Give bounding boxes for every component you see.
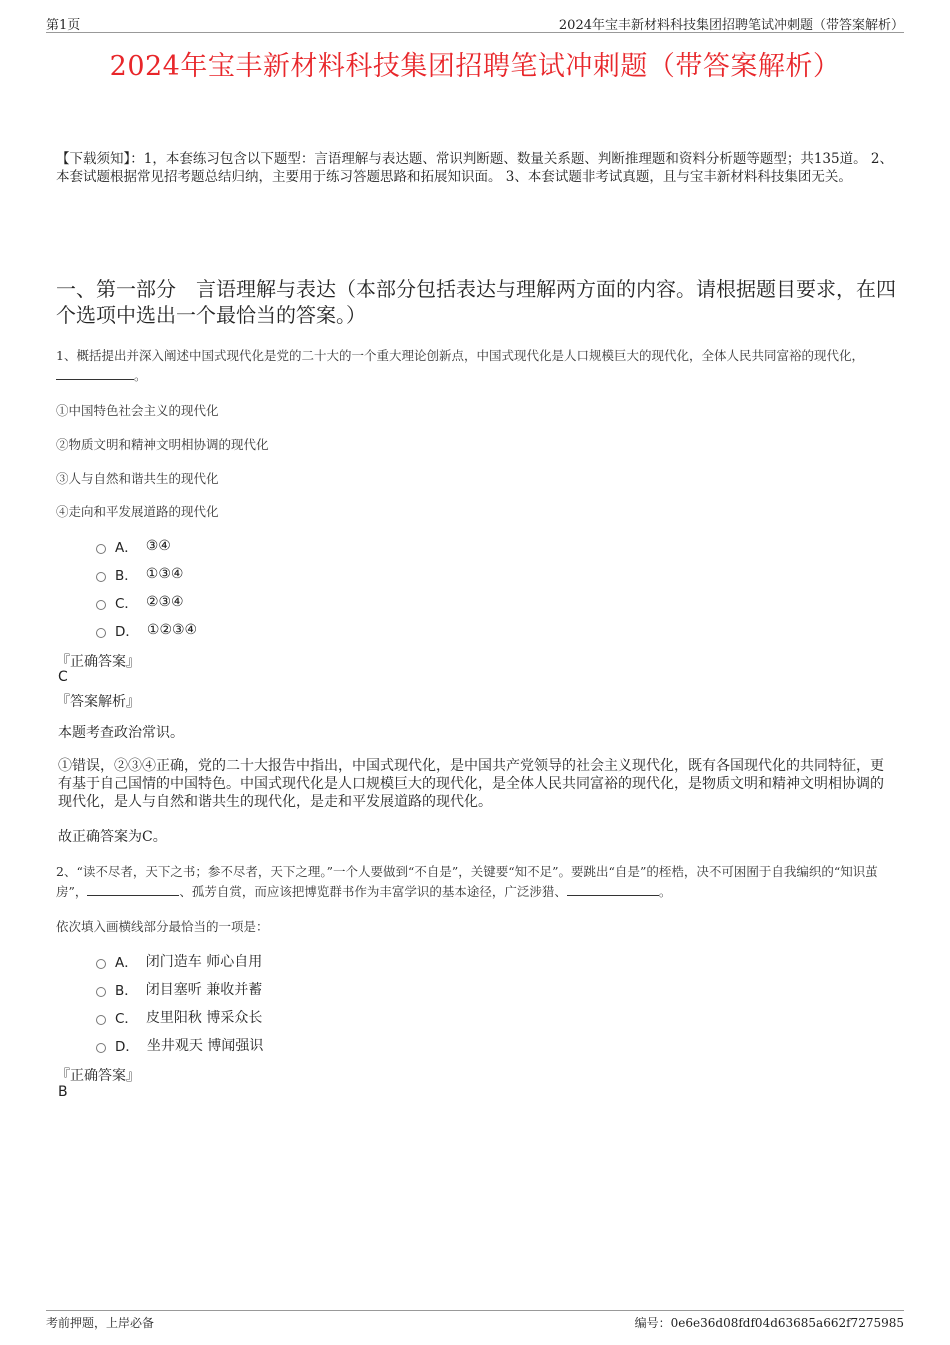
radio-icon[interactable] — [96, 959, 106, 969]
option-text: ①②③④ — [146, 622, 198, 638]
question-1-answer-label: 『正确答案』 — [56, 654, 140, 670]
question-2-answer: B — [58, 1084, 68, 1100]
option-letter: C． — [115, 1011, 138, 1027]
option-letter: B． — [115, 568, 138, 584]
radio-icon[interactable] — [96, 1043, 106, 1053]
option-text: ②③④ — [145, 594, 184, 610]
option-letter: C． — [115, 596, 138, 612]
option-text: ①③④ — [145, 566, 184, 582]
question-2-prompt: 依次填入画横线部分最恰当的一项是： — [56, 919, 269, 934]
question-2-option-a[interactable] — [96, 951, 262, 971]
footer-slogan: 考前押题，上岸必备 — [46, 1316, 155, 1330]
radio-icon[interactable] — [96, 1015, 106, 1025]
footer-divider — [46, 1310, 904, 1311]
footer-code: 编号：0e6e36d08fdf04d63685a662f7275985 — [634, 1316, 904, 1330]
document-title: 2024年宝丰新材料科技集团招聘笔试冲刺题（带答案解析） — [109, 51, 841, 82]
question-1-analysis-label: 『答案解析』 — [56, 694, 140, 710]
question-1-statement-2: ②物质文明和精神文明相协调的现代化 — [56, 437, 269, 452]
question-1-stem-end: 。 — [134, 368, 147, 383]
question-2-text — [56, 862, 906, 902]
question-1-answer: C — [58, 669, 68, 685]
question-1-option-d[interactable] — [96, 620, 197, 640]
question-1-option-c[interactable] — [96, 592, 184, 612]
option-letter: A． — [115, 955, 138, 971]
option-letter: A． — [115, 540, 138, 556]
question-2-stem-2: 、孤芳自赏，而应该把博览群书作为丰富学识的基本途径，广泛涉猎、 — [179, 884, 567, 899]
section-title: 一、第一部分 言语理解与表达（本部分包括表达与理解两方面的内容。请根据题目要求，在四个选项中选出一个最恰当的答案。） — [56, 277, 896, 327]
question-1-analysis-line-3: 故正确答案为C。 — [58, 829, 167, 845]
question-1-text — [56, 346, 906, 386]
question-1-statement-4: ④走向和平发展道路的现代化 — [56, 504, 219, 519]
question-2-option-d[interactable] — [96, 1035, 263, 1055]
page-number: 第1页 — [46, 18, 81, 33]
question-1-statement-1: ①中国特色社会主义的现代化 — [56, 403, 219, 418]
option-letter: D． — [115, 1039, 139, 1055]
radio-icon[interactable] — [96, 987, 106, 997]
radio-icon[interactable] — [96, 600, 106, 610]
download-notice: 【下载须知】：1，本套练习包含以下题型：言语理解与表达题、常识判断题、数量关系题、判断推理题和资料分析题等题型；共135道。 2、本套试题根据常见招考题总结归纳，主要用于练习答题思路和拓展知识面。 3、本套试题非考试真题，且与宝丰新材料科技集团无关。 — [56, 151, 893, 185]
question-1-blank — [56, 367, 134, 380]
question-1-stem: 1、概括提出并深入阐述中国式现代化是党的二十大的一个重大理论创新点，中国式现代化是人口规模巨大的现代化，全体人民共同富裕的现代化， — [56, 348, 864, 363]
option-text: 皮里阳秋 博采众长 — [145, 1010, 263, 1026]
question-1-option-a[interactable] — [96, 536, 171, 556]
question-2-stem-1: 2、“读不尽者，天下之书；参不尽者，天下之理。”一个人要做到“不自是”，关键要“知不足”。要跳出“自是”的桎梏，决不可困囿于自我编织的“知识茧房”， — [56, 864, 878, 899]
option-text: 闭门造车 师心自用 — [145, 954, 263, 970]
question-1-analysis-line-1: 本题考查政治常识。 — [58, 725, 184, 741]
radio-icon[interactable] — [96, 572, 106, 582]
question-2-blank-2 — [567, 883, 659, 896]
question-2-option-c[interactable] — [96, 1007, 262, 1027]
running-header-title: 2024年宝丰新材料科技集团招聘笔试冲刺题（带答案解析） — [558, 18, 904, 33]
header-divider — [46, 32, 904, 33]
option-text: 坐井观天 博闻强识 — [146, 1038, 264, 1054]
question-1-statement-3: ③人与自然和谐共生的现代化 — [56, 471, 219, 486]
question-2-blank-1 — [87, 883, 179, 896]
question-2-stem-3: 。 — [658, 884, 672, 899]
question-1-analysis-line-2: ①错误，②③④正确，党的二十大报告中指出，中国式现代化，是中国共产党领导的社会主义现代化，既有各国现代化的共同特征，更有基于自己国情的中国特色。中国式现代化是人口规模巨大的现代化，是全体人民共同富裕的现代化，是物质文明和精神文明相协调的现代化，是人与自然和谐共生的现代化，是走和平发展道路的现代化。 — [58, 758, 884, 810]
radio-icon[interactable] — [96, 628, 106, 638]
option-text: 闭目塞听 兼收并蓄 — [145, 982, 263, 998]
option-letter: D． — [115, 624, 139, 640]
question-1-option-b[interactable] — [96, 564, 183, 584]
option-text: ③④ — [145, 538, 171, 554]
option-letter: B． — [115, 983, 138, 999]
radio-icon[interactable] — [96, 544, 106, 554]
question-2-answer-label: 『正确答案』 — [56, 1068, 140, 1084]
question-2-option-b[interactable] — [96, 979, 262, 999]
